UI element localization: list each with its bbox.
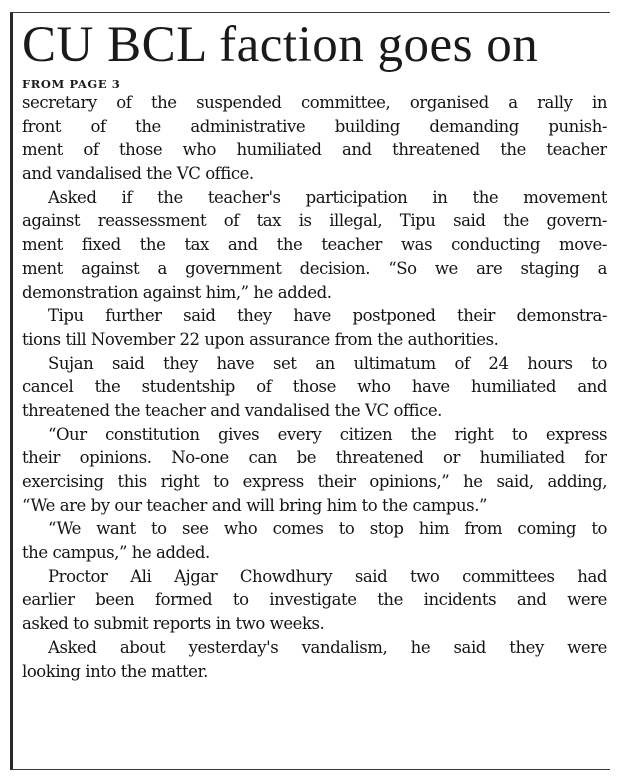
article-line: Proctor Ali Ajgar Chowdhury said two committees had xyxy=(48,566,607,586)
article-line: Tipu further said they have postponed their demonstra- xyxy=(48,306,607,326)
article-line: their opinions. No-one can be threatened or humiliated for xyxy=(22,448,607,468)
article-line: tions till November 22 upon assurance from the authorities. xyxy=(22,329,499,349)
article-line: ment of those who humiliated and threatened the teacher xyxy=(22,140,607,160)
article-line: front of the administrative building demanding punish- xyxy=(22,116,607,136)
article-line: Sujan said they have set an ultimatum of 24 hours to xyxy=(48,353,607,373)
article-line: demonstration against him,” he added. xyxy=(22,282,332,302)
article-line: “We are by our teacher and will bring him to the campus.” xyxy=(22,495,487,515)
article-line: and vandalised the VC office. xyxy=(22,164,254,184)
article-line: Asked if the teacher's participation in the movement xyxy=(48,187,607,207)
article-line: cancel the studentship of those who have humiliated and xyxy=(22,377,607,397)
article-line: looking into the matter. xyxy=(22,661,208,681)
news-clipping xyxy=(10,12,610,770)
article-line: Asked about yesterday's vandalism, he said they were xyxy=(48,637,607,657)
article-line: secretary of the suspended committee, organised a rally in xyxy=(22,93,607,112)
article-line: exercising this right to express their opinions,” he said, adding, xyxy=(22,472,607,491)
article-line: “Our constitution gives every citizen the right to express xyxy=(48,424,607,444)
article-line: against reassessment of tax is illegal, Tipu said the govern- xyxy=(22,211,607,231)
article-line: ment against a government decision. “So we are staging a xyxy=(22,258,607,278)
article-line: “We want to see who comes to stop him from coming to xyxy=(48,519,607,539)
article-line: the campus,” he added. xyxy=(22,543,210,563)
dateline: FROM PAGE 3 xyxy=(22,77,121,91)
article-body xyxy=(22,91,607,683)
article-line: ment fixed the tax and the teacher was conducting move- xyxy=(22,235,607,255)
article-line: threatened the teacher and vandalised the VC office. xyxy=(22,400,442,420)
headline: CU BCL faction goes on xyxy=(22,17,539,73)
article-line: asked to submit reports in two weeks. xyxy=(22,614,325,634)
article-line: earlier been formed to investigate the incidents and were xyxy=(22,590,607,610)
